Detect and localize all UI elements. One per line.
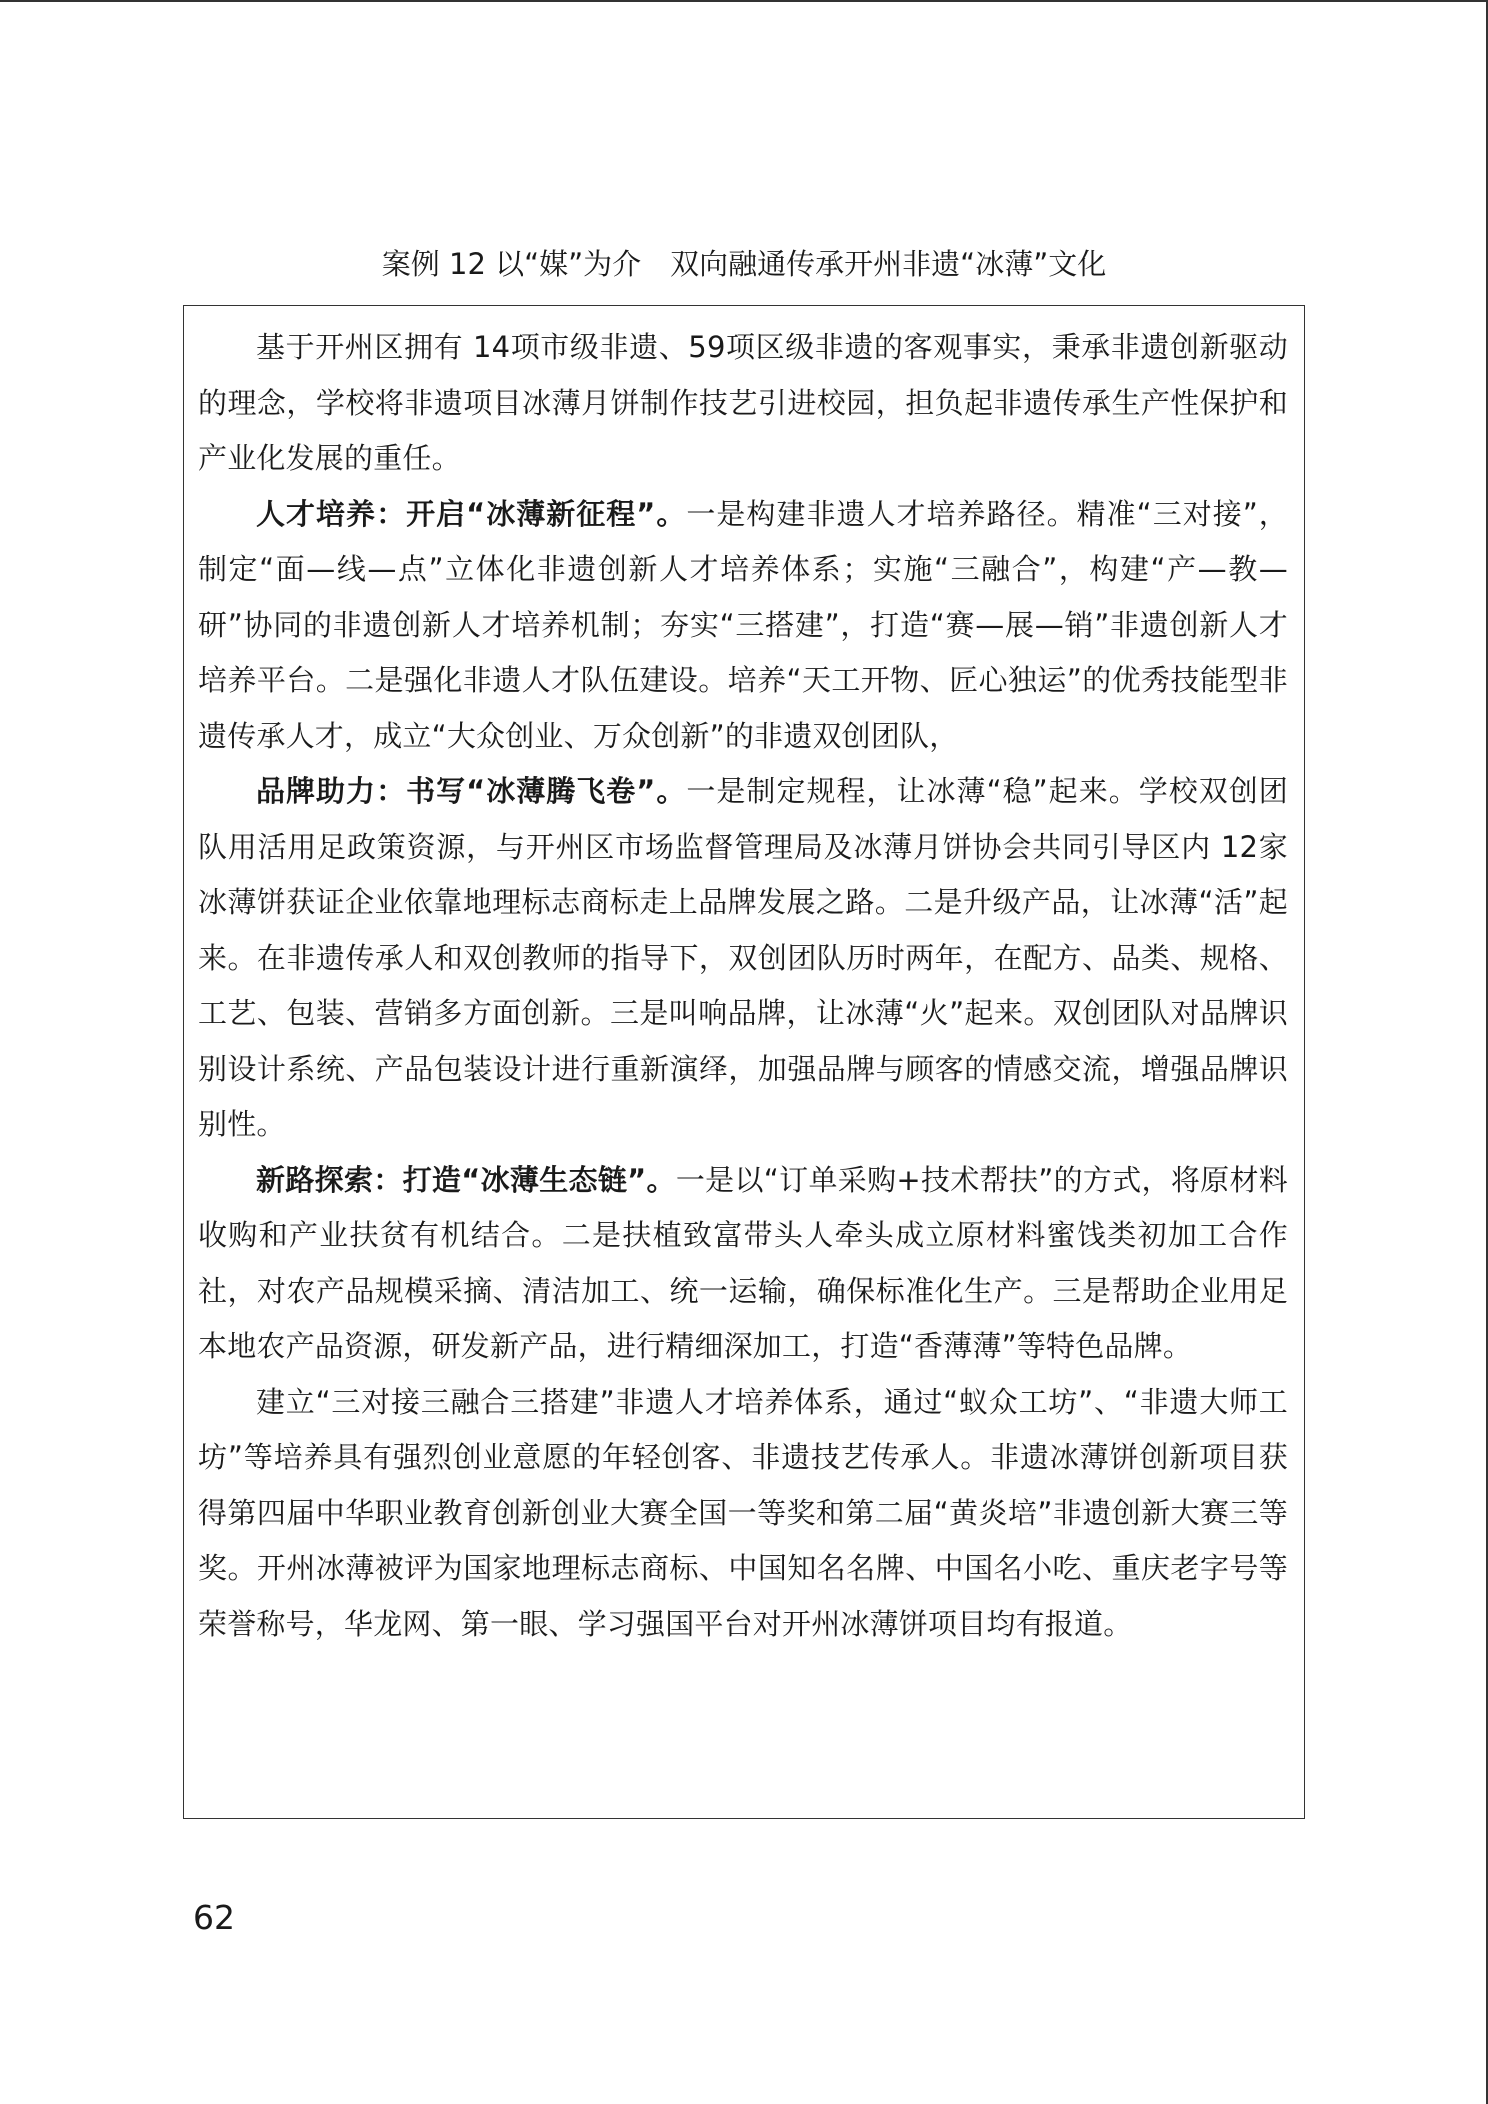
paragraph-intro — [198, 320, 1288, 487]
case-content-box — [183, 305, 1305, 1819]
case-title: 案例 12 以“媒”为介 双向融通传承开州非遗“冰薄”文化 — [381, 247, 1107, 281]
page-top-border — [0, 0, 1488, 2]
paragraph-new-path — [198, 1153, 1288, 1375]
paragraph-text: 建立“三对接三融合三搭建”非遗人才培养体系，通过“蚁众工坊”、“非遗大师工坊”等培养具有强烈创业意愿的年轻创客、非遗技艺传承人。非遗冰薄饼创新项目获得第四届中华职业教育创新创业大赛全国一等奖和第二届“黄炎培”非遗创新大赛三等奖。开州冰薄被评为国家地理标志商标、中国知名名牌、中国名小吃、重庆老字号等荣誉称号，华龙网、第一眼、学习强国平台对开州冰薄饼项目均有报道。 — [198, 1384, 1288, 1641]
paragraph-text: 一是以“订单采购+技术帮扶”的方式，将原材料收购和产业扶贫有机结合。二是扶植致富带头人牵头成立原材料蜜饯类初加工合作社，对农产品规模采摘、清洁加工、统一运输，确保标准化生产。三是帮助企业用足本地农产品资源，研发新产品，进行精细深加工，打造“香薄薄”等特色品牌。 — [198, 1162, 1288, 1363]
paragraph-talent-cultivation — [198, 487, 1288, 765]
paragraph-text: 一是构建非遗人才培养路径。精准“三对接”，制定“面—线—点”立体化非遗创新人才培养体系；实施“三融合”，构建“产—教—研”协同的非遗创新人才培养机制；夯实“三搭建”，打造“赛—展—销”非遗创新人才培养平台。二是强化非遗人才队伍建设。培养“天工开物、匠心独运”的优秀技能型非遗传承人才，成立“大众创业、万众创新”的非遗双创团队， — [198, 496, 1288, 753]
paragraph-text: 一是制定规程，让冰薄“稳”起来。学校双创团队用活用足政策资源，与开州区市场监督管理局及冰薄月饼协会共同引导区内 12家冰薄饼获证企业依靠地理标志商标走上品牌发展之路。二是升级产品，让冰薄“活”起来。在非遗传承人和双创教师的指导下，双创团队历时两年，在配方、品类、规格、工艺、包装、营销多方面创新。三是叫响品牌，让冰薄“火”起来。双创团队对品牌识别设计系统、产品包装设计进行重新演绎，加强品牌与顾客的情感交流，增强品牌识别性。 — [198, 774, 1288, 1141]
paragraph-lead: 品牌助力：书写“冰薄腾飞卷”。 — [256, 774, 687, 808]
page-number: 62 — [193, 1898, 235, 1937]
paragraph-text: 基于开州区拥有 14项市级非遗、59项区级非遗的客观事实，秉承非遗创新驱动的理念，学校将非遗项目冰薄月饼制作技艺引进校园，担负起非遗传承生产性保护和产业化发展的重任。 — [198, 330, 1288, 475]
paragraph-lead: 人才培养：开启“冰薄新征程”。 — [256, 496, 687, 531]
paragraph-lead: 新路探索：打造“冰薄生态链”。 — [256, 1162, 676, 1197]
paragraph-brand-support — [198, 764, 1288, 1153]
paragraph-results — [198, 1375, 1288, 1653]
